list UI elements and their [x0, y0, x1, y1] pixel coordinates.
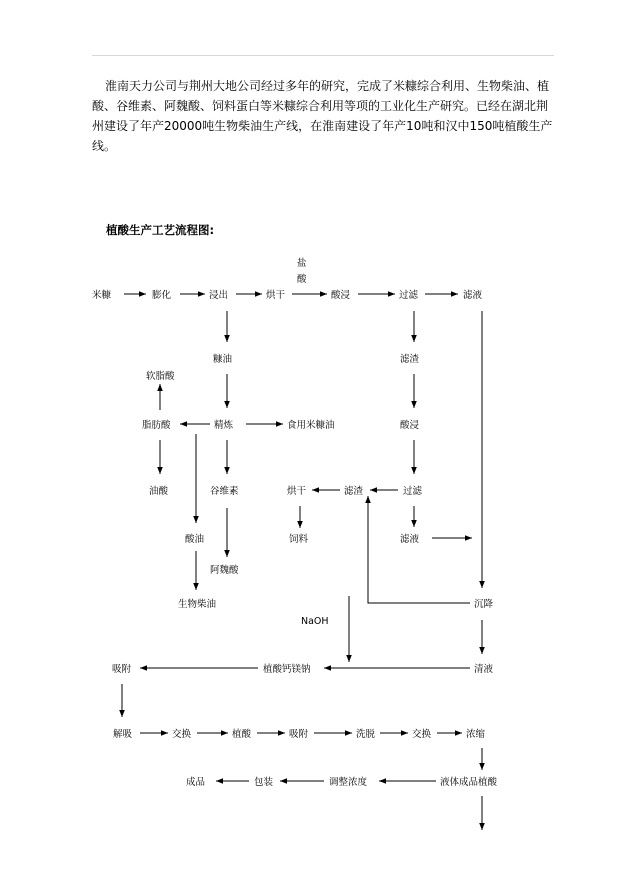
- label-xifu2: 吸附: [289, 729, 309, 740]
- label-yan: 盐: [297, 258, 307, 269]
- label-siliao: 饲料: [289, 534, 309, 545]
- label-ruanzhisuan: 软脂酸: [146, 371, 175, 382]
- label-aweisuan: 阿魏酸: [210, 565, 239, 576]
- label-xifu1: 吸附: [112, 664, 132, 675]
- label-suan: 酸: [297, 274, 307, 285]
- label-zhifangsuan: 脂肪酸: [142, 420, 171, 431]
- label-suanjin1: 酸浸: [331, 290, 351, 301]
- label-honggan1: 烘干: [266, 290, 286, 301]
- label-guweisu: 谷维素: [210, 486, 239, 497]
- diagram-title: 植酸生产工艺流程图:: [106, 223, 215, 237]
- label-honggan2: 烘干: [287, 486, 307, 497]
- label-guolv1: 过滤: [399, 290, 419, 301]
- label-jiaohuan1: 交换: [172, 729, 192, 740]
- label-guolv2: 过滤: [403, 486, 423, 497]
- label-suanyou: 酸油: [185, 534, 205, 545]
- label-jinchu: 浸出: [209, 290, 229, 301]
- label-zhisuan: 植酸: [232, 729, 252, 740]
- label-shiyong: 食用米糠油: [287, 420, 335, 431]
- label-xituo: 洗脱: [356, 729, 376, 740]
- label-jiexi: 解吸: [113, 729, 133, 740]
- arrow-chenjiang-lvzha2: [368, 496, 470, 603]
- label-nongsuo: 浓缩: [466, 729, 486, 740]
- label-shengwu: 生物柴油: [178, 599, 217, 610]
- label-lvzha2: 滤渣: [344, 486, 364, 497]
- label-lvye1: 滤液: [463, 290, 483, 301]
- intro-text: 淮南天力公司与荆州大地公司经过多年的研究，完成了米糠综合利用、生物柴油、植酸、谷维素、阿魏酸、饲料蛋白等米糠综合利用等项的工业化生产研究。已经在湖北荆州建设了年产20000吨生物柴油生产线，在淮南建设了年产10吨和汉中150吨植酸生产线。: [92, 79, 553, 153]
- label-chenjiang: 沉降: [474, 599, 494, 610]
- label-chengpin: 成品: [186, 777, 206, 788]
- label-jinglian: 精炼: [214, 420, 234, 431]
- label-lvzha1: 滤渣: [400, 354, 420, 365]
- label-yousuan: 油酸: [149, 486, 169, 497]
- flow-arrows: [122, 294, 482, 830]
- label-mikang: 米糠: [92, 290, 112, 301]
- label-zhisuangai: 植酸钙镁钠: [263, 664, 311, 675]
- label-suanjin2: 酸浸: [400, 420, 420, 431]
- flow-labels: [92, 257, 498, 788]
- label-tiaozheng: 调整浓度: [329, 777, 368, 788]
- label-jiaohuan2: 交换: [412, 729, 432, 740]
- label-lvye2: 滤液: [400, 534, 420, 545]
- label-penghua: 膨化: [152, 290, 172, 301]
- label-yeti: 液体成品植酸: [440, 777, 498, 788]
- label-baozhuang: 包装: [254, 777, 274, 788]
- label-qingye: 清液: [474, 664, 494, 675]
- label-kangyou: 糠油: [213, 354, 233, 365]
- label-naoh: NaOH: [301, 616, 329, 627]
